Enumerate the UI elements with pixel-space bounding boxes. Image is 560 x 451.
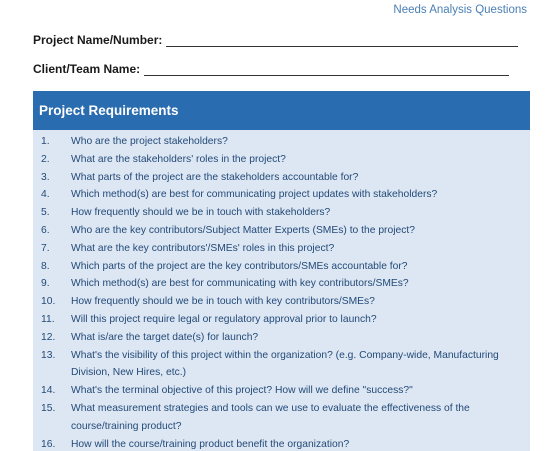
question-text: Which parts of the project are the key contributors/SMEs accountable for? [71, 260, 408, 272]
question-text: What is/are the target date(s) for launch? [71, 331, 259, 343]
question-text: Which method(s) are best for communicating with key contributors/SMEs? [71, 278, 409, 290]
question-text: How frequently should we be in touch with key contributors/SMEs? [71, 296, 375, 308]
question-item [33, 400, 530, 436]
document-header-title: Needs Analysis Questions [393, 4, 527, 16]
question-number: 9. [41, 278, 50, 290]
question-item [33, 240, 530, 258]
project-name-label: Project Name/Number: [33, 33, 163, 47]
question-number: 14. [41, 385, 56, 397]
question-item [33, 382, 530, 400]
question-number: 3. [41, 171, 50, 183]
question-item [33, 186, 530, 204]
question-item [33, 169, 530, 187]
question-item [33, 258, 530, 276]
question-number: 16. [41, 438, 56, 450]
question-text: Who are the project stakeholders? [71, 136, 228, 147]
question-text: How frequently should we be in touch with stakeholders? [71, 207, 331, 219]
client-team-field[interactable] [33, 62, 509, 76]
question-number: 13. [41, 349, 56, 361]
question-text: What are the key contributors'/SMEs' roles in this project? [71, 242, 335, 254]
question-text: What parts of the project are the stakeholders accountable for? [71, 171, 359, 183]
question-number: 7. [41, 242, 50, 254]
question-item [33, 133, 530, 151]
question-text: What are the stakeholders' roles in the project? [71, 153, 286, 165]
question-text: How will the course/training product benefit the organization? [71, 438, 350, 450]
question-text: Who are the key contributors/Subject Matter Experts (SMEs) to the project? [71, 224, 415, 236]
project-name-blank-line[interactable] [166, 35, 518, 47]
question-text: What measurement strategies and tools can we use to evaluate the effectiveness of the course/training product? [71, 402, 470, 432]
question-number: 10. [41, 296, 56, 308]
question-number: 11. [41, 313, 55, 325]
question-number: 12. [41, 331, 56, 343]
question-number: 15. [41, 402, 56, 414]
project-name-field[interactable] [33, 33, 518, 47]
questions-list [33, 130, 530, 451]
question-item [33, 436, 530, 451]
question-item [33, 311, 530, 329]
question-text: Will this project require legal or regulatory approval prior to launch? [71, 313, 377, 325]
question-text: What's the terminal objective of this project? How will we define "success?" [71, 385, 413, 397]
question-item [33, 329, 530, 347]
question-number: 5. [41, 207, 50, 219]
question-item [33, 151, 530, 169]
section-title: Project Requirements [33, 91, 530, 130]
question-number: 8. [41, 260, 50, 272]
question-number: 6. [41, 224, 50, 236]
client-team-blank-line[interactable] [144, 64, 509, 76]
question-item [33, 275, 530, 293]
question-item [33, 204, 530, 222]
question-number: 2. [41, 153, 50, 165]
question-text: Which method(s) are best for communicating project updates with stakeholders? [71, 189, 438, 201]
question-number: 4. [41, 189, 50, 201]
question-text: What's the visibility of this project within the organization? (e.g. Company-wide, Manufacturing Division, New Hires, etc.) [71, 349, 499, 379]
project-requirements-panel [33, 91, 530, 451]
question-number: 1. [41, 136, 50, 147]
question-item [33, 222, 530, 240]
question-item [33, 293, 530, 311]
client-team-label: Client/Team Name: [33, 62, 141, 76]
question-item [33, 347, 530, 383]
